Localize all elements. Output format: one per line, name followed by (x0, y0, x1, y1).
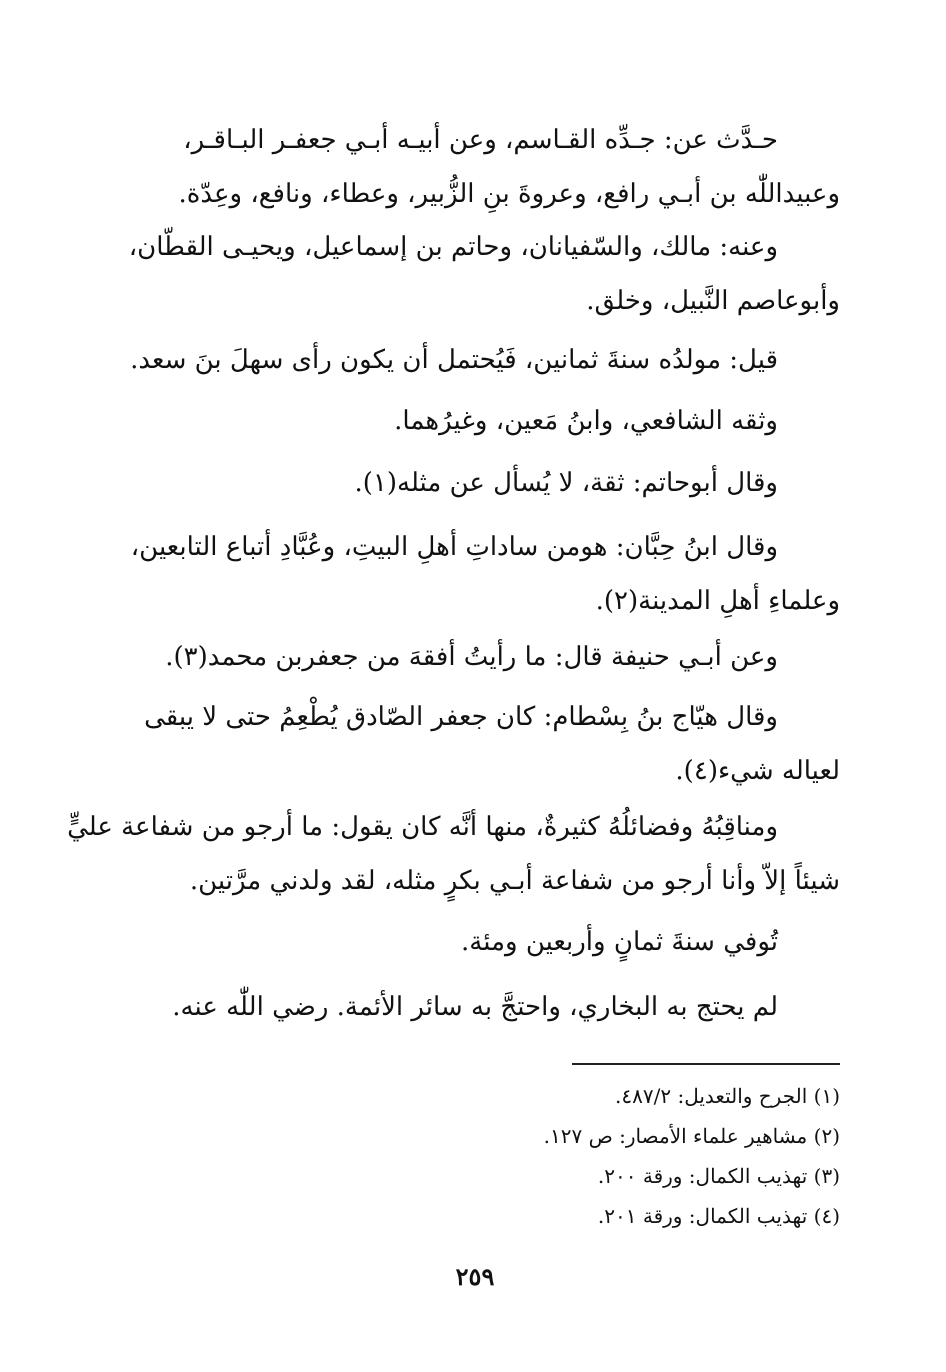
text-line: لعياله شيء(٤). (675, 756, 840, 786)
paragraph-hayyaj (144, 690, 840, 798)
text-line: تُوفي سنةَ ثمانٍ وأربعين ومئة. (461, 927, 778, 957)
paragraph-abu-hatim (150, 456, 840, 510)
main-text (144, 690, 840, 798)
paragraph-teachers (150, 113, 840, 221)
text-line: وقال أبوحاتم: ثقة، لا يُسأل عن مثله(١). (354, 468, 778, 498)
paragraph-bukhari (150, 980, 840, 1034)
text-line: وعبيداللّٰه بن أبـي رافع، وعروةَ بنِ الزُّبير، وعطاء، ونافع، وعِدّة. (178, 179, 840, 209)
footnote-4: (٤) تهذيب الكمال: ورقة ٢٠١. (597, 1204, 840, 1228)
main-text (150, 456, 840, 510)
main-text (128, 220, 840, 328)
text-line: وقال هيّاج بنُ بِسْطام: كان جعفر الصّادق يُطْعِمُ حتى لا يبقى (144, 702, 778, 732)
main-text (150, 915, 840, 969)
text-line: وثقه الشافعي، وابنُ مَعين، وغيرُهما. (394, 406, 778, 436)
footnotes (400, 1076, 840, 1236)
paragraph-trustworthy (150, 394, 840, 448)
footnote-divider (572, 1063, 840, 1065)
footnote-2: (٢) مشاهير علماء الأمصار: ص ١٢٧. (543, 1124, 840, 1148)
paragraph-students (128, 220, 840, 328)
text-line: وعن أبـي حنيفة قال: ما رأيتُ أفقهَ من جعفربن محمد(٣). (165, 642, 778, 672)
footnote-3: (٣) تهذيب الكمال: ورقة ٢٠٠. (597, 1164, 840, 1188)
paragraph-virtues (67, 800, 840, 908)
main-text (150, 394, 840, 448)
paragraph-ibn-hibban (130, 520, 840, 628)
main-text (150, 980, 840, 1034)
main-text (150, 630, 840, 684)
footnote-1: (١) الجرح والتعديل: ٤٨٧/٢. (615, 1084, 840, 1108)
text-line: شيئاً إلاّ وأنا أرجو من شفاعة أبـي بكرٍ مثله، لقد ولدني مرَّتين. (189, 866, 840, 896)
text-line: ومناقِبُهُ وفضائلُهُ كثيرةٌ، منها أنَّه كان يقول: ما أرجو من شفاعة عليٍّ (67, 812, 778, 842)
paragraph-birth (130, 333, 840, 387)
text-line: وقال ابنُ حِبَّان: هومن ساداتِ أهلِ البيتِ، وعُبَّادِ أتباع التابعين، (130, 532, 778, 562)
main-text (150, 113, 840, 221)
main-text (67, 800, 840, 908)
page-number: ٢٥٩ (455, 1262, 495, 1291)
paragraph-abu-hanifa (150, 630, 840, 684)
main-text (130, 333, 840, 387)
text-line: لم يحتج به البخاري، واحتجَّ به سائر الأئمة. رضي اللّٰه عنه. (172, 992, 778, 1022)
paragraph-death (150, 915, 840, 969)
text-line: وعنه: مالك، والسّفيانان، وحاتم بن إسماعيل، ويحيـى القطّان، (128, 232, 778, 262)
main-text (130, 520, 840, 628)
text-line: حـدَّث عن: جـدِّه القـاسم، وعن أبيـه أبـي جعفـر البـاقـر، (183, 125, 778, 155)
text-line: وأبوعاصم النَّبيل، وخلق. (586, 286, 840, 316)
text-line: قيل: مولدُه سنةَ ثمانين، فَيُحتمل أن يكون رأى سهلَ بنَ سعد. (130, 345, 778, 375)
text-line: وعلماءِ أهلِ المدينة(٢). (595, 586, 840, 616)
